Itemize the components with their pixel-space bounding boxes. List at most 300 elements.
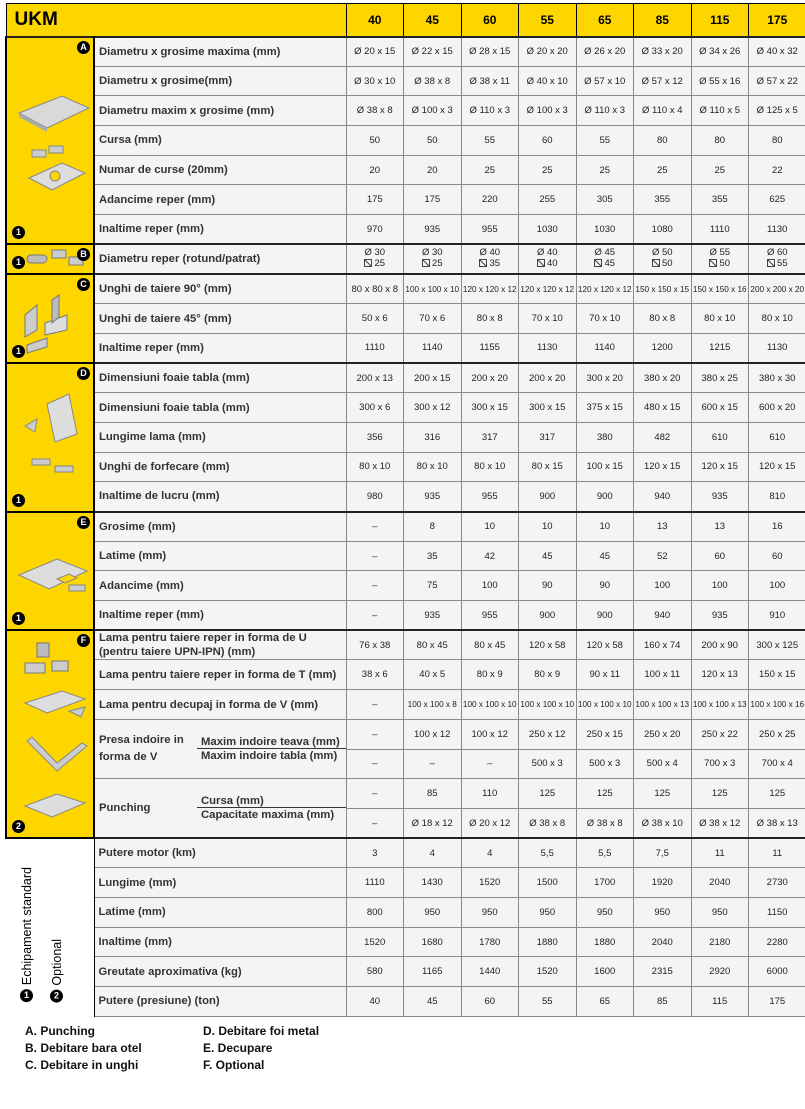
value-cell: 100 x 100 x 16 <box>749 690 805 720</box>
row-label: Diametru maxim x grosime (mm) <box>94 96 346 126</box>
value-cell: 55 <box>519 987 577 1017</box>
value-cell: 16 <box>749 512 805 542</box>
value-cell: 1520 <box>519 957 577 987</box>
value-cell: 700 x 3 <box>691 749 749 779</box>
value-cell: – <box>346 571 404 601</box>
section-b-illustration <box>6 244 94 274</box>
value-cell: 1150 <box>749 897 805 927</box>
number-badge-icon: 2 <box>51 989 64 1002</box>
square-value: 45 <box>604 258 616 270</box>
value-cell: 1780 <box>461 927 519 957</box>
value-cell: 1140 <box>576 333 634 363</box>
value-cell: 900 <box>519 601 577 631</box>
value-cell: 175 <box>749 987 805 1017</box>
round-diameter: Ø 50 <box>651 247 673 259</box>
value-cell: Ø 22 x 15 <box>404 37 462 67</box>
value-cell: 45 <box>404 987 462 1017</box>
value-cell: 1215 <box>691 333 749 363</box>
equipment-standard-text: Echipament standard <box>20 867 34 986</box>
value-cell: 125 <box>749 779 805 809</box>
value-cell: 110 <box>461 779 519 809</box>
value-cell: 100 <box>461 571 519 601</box>
value-cell: 70 x 10 <box>519 304 577 334</box>
table-row <box>6 215 805 245</box>
value-cell: 80 x 8 <box>634 304 692 334</box>
round-diameter: Ø 55 <box>709 247 731 259</box>
square-size <box>692 259 749 270</box>
value-cell: 100 x 100 x 13 <box>634 690 692 720</box>
square-value: 25 <box>374 258 386 270</box>
value-cell: 955 <box>461 601 519 631</box>
table-row <box>6 333 805 363</box>
square-value: 50 <box>661 258 673 270</box>
value-cell: 935 <box>691 482 749 512</box>
row-label: Inaltime reper (mm) <box>94 215 346 245</box>
value-cell: 100 x 100 x 10 <box>404 274 462 304</box>
value-cell: 150 x 15 <box>749 660 805 690</box>
value-cell: Ø 38 x 13 <box>749 808 805 838</box>
equipment-number-badge-icon: 1 <box>12 612 25 625</box>
value-cell: 125 <box>519 779 577 809</box>
model-series-title: UKM <box>6 4 346 37</box>
metal-part-illustration-icon <box>7 38 94 238</box>
table-row <box>6 126 805 156</box>
value-cell: 500 x 4 <box>634 749 692 779</box>
value-cell: 10 <box>519 512 577 542</box>
value-cell: 356 <box>346 422 404 452</box>
value-cell: 255 <box>519 185 577 215</box>
table-row <box>6 185 805 215</box>
value-cell: 300 x 15 <box>519 393 577 423</box>
square-value: 50 <box>719 258 731 270</box>
value-cell <box>404 244 462 274</box>
square-section-icon <box>767 259 775 267</box>
value-cell: 4 <box>461 838 519 868</box>
value-cell: 380 x 30 <box>749 363 805 393</box>
value-cell: 6000 <box>749 957 805 987</box>
value-cell: 5,5 <box>576 838 634 868</box>
value-cell: – <box>346 512 404 542</box>
round-diameter: Ø 40 <box>536 247 558 259</box>
value-cell: 482 <box>634 422 692 452</box>
row-label: Inaltime reper (mm) <box>94 601 346 631</box>
row-label: Diametru reper (rotund/patrat) <box>94 244 346 274</box>
legend-item: B. Debitare bara otel <box>25 1041 142 1055</box>
value-cell: Ø 26 x 20 <box>576 37 634 67</box>
value-cell: – <box>461 749 519 779</box>
equipment-legend-cell <box>6 838 94 1016</box>
value-cell: 500 x 3 <box>576 749 634 779</box>
value-cell: 13 <box>634 512 692 542</box>
value-cell: 120 x 120 x 12 <box>519 274 577 304</box>
value-cell: 125 <box>634 779 692 809</box>
value-cell: Ø 110 x 3 <box>461 96 519 126</box>
value-cell: 1130 <box>519 333 577 363</box>
sub-label: Maxim indoire teava (mm) <box>201 736 340 749</box>
value-cell: 955 <box>461 215 519 245</box>
value-cell: Ø 57 x 10 <box>576 66 634 96</box>
square-size <box>347 259 404 270</box>
value-cell: – <box>346 808 404 838</box>
value-cell: 80 <box>749 126 805 156</box>
square-size <box>462 259 519 270</box>
value-cell: Ø 38 x 8 <box>404 66 462 96</box>
value-cell: 25 <box>519 155 577 185</box>
value-cell: 115 <box>691 987 749 1017</box>
header-row <box>6 4 805 37</box>
value-cell: 60 <box>691 541 749 571</box>
equipment-number-badge-icon: 2 <box>12 820 25 833</box>
value-cell: 38 x 6 <box>346 660 404 690</box>
value-cell: 10 <box>461 512 519 542</box>
value-cell: 100 x 100 x 8 <box>404 690 462 720</box>
value-cell: 955 <box>461 482 519 512</box>
value-cell: Ø 38 x 10 <box>634 808 692 838</box>
value-cell: 940 <box>634 482 692 512</box>
value-cell: 600 x 20 <box>749 393 805 423</box>
row-label: Lama pentru taiere reper in forma de T (mm) <box>94 660 346 690</box>
square-section-icon <box>652 259 660 267</box>
row-label: Greutate aproximativa (kg) <box>94 957 346 987</box>
value-cell: 90 <box>576 571 634 601</box>
value-cell: 300 x 12 <box>404 393 462 423</box>
value-cell: 20 <box>404 155 462 185</box>
value-cell: 80 <box>634 126 692 156</box>
value-cell: 500 x 3 <box>519 749 577 779</box>
row-label: Adancime reper (mm) <box>94 185 346 215</box>
square-section-icon <box>594 259 602 267</box>
value-cell: 300 x 20 <box>576 363 634 393</box>
value-cell: 80 x 80 x 8 <box>346 274 404 304</box>
value-cell <box>461 244 519 274</box>
value-cell: 950 <box>576 897 634 927</box>
value-cell: Ø 100 x 3 <box>404 96 462 126</box>
value-cell: 11 <box>749 838 805 868</box>
table-row <box>6 244 805 274</box>
value-cell: 80 <box>691 126 749 156</box>
value-cell: 55 <box>576 126 634 156</box>
table-row <box>6 957 805 987</box>
table-row <box>6 571 805 601</box>
value-cell: 380 x 20 <box>634 363 692 393</box>
value-cell: 11 <box>691 838 749 868</box>
value-cell: 100 x 100 x 10 <box>576 690 634 720</box>
value-cell: 150 x 150 x 16 <box>691 274 749 304</box>
value-cell: 100 x 100 x 13 <box>691 690 749 720</box>
value-cell: 316 <box>404 422 462 452</box>
spec-table <box>5 3 805 1017</box>
equipment-number-badge-icon: 1 <box>12 226 25 239</box>
value-cell: 55 <box>461 126 519 156</box>
value-cell: 50 <box>404 126 462 156</box>
value-cell <box>749 244 805 274</box>
value-cell: 3 <box>346 838 404 868</box>
value-cell: 120 x 15 <box>749 452 805 482</box>
legend-item: A. Punching <box>25 1024 95 1038</box>
value-cell: 700 x 4 <box>749 749 805 779</box>
row-label: Cursa (mm) <box>94 126 346 156</box>
row-label: Putere motor (km) <box>94 838 346 868</box>
square-section-icon <box>537 259 545 267</box>
value-cell: 45 <box>576 541 634 571</box>
value-cell: 8 <box>404 512 462 542</box>
table-row <box>6 630 805 660</box>
table-row <box>6 897 805 927</box>
value-cell: 42 <box>461 541 519 571</box>
value-cell: 120 x 15 <box>691 452 749 482</box>
value-cell: 1080 <box>634 215 692 245</box>
equipment-number-badge-icon: 1 <box>12 256 25 269</box>
value-cell: Ø 57 x 12 <box>634 66 692 96</box>
value-cell: Ø 33 x 20 <box>634 37 692 67</box>
value-cell: 5,5 <box>519 838 577 868</box>
equipment-number-badge-icon: 1 <box>12 345 25 358</box>
value-cell: 150 x 150 x 15 <box>634 274 692 304</box>
value-cell: Ø 38 x 8 <box>346 96 404 126</box>
square-section-icon <box>364 259 372 267</box>
value-cell: 1520 <box>346 927 404 957</box>
value-cell: Ø 55 x 16 <box>691 66 749 96</box>
value-cell: 60 <box>519 126 577 156</box>
value-cell: 950 <box>519 897 577 927</box>
value-cell <box>346 244 404 274</box>
value-cell: 300 x 15 <box>461 393 519 423</box>
value-cell <box>519 244 577 274</box>
value-cell: 85 <box>404 779 462 809</box>
value-cell: 1130 <box>749 215 805 245</box>
number-badge-icon: 1 <box>21 989 34 1002</box>
value-cell: 305 <box>576 185 634 215</box>
value-cell: – <box>346 719 404 749</box>
value-cell: 380 <box>576 422 634 452</box>
value-cell: 80 x 10 <box>404 452 462 482</box>
table-row <box>6 363 805 393</box>
value-cell: 80 x 10 <box>346 452 404 482</box>
value-cell: 355 <box>691 185 749 215</box>
value-cell: 45 <box>519 541 577 571</box>
value-cell: 22 <box>749 155 805 185</box>
value-cell: 980 <box>346 482 404 512</box>
value-cell: 7,5 <box>634 838 692 868</box>
value-cell: 2920 <box>691 957 749 987</box>
section-f-illustration <box>6 630 94 838</box>
value-cell: 80 x 45 <box>461 630 519 660</box>
row-group-label <box>94 719 346 778</box>
value-cell: 250 x 25 <box>749 719 805 749</box>
row-label: Inaltime de lucru (mm) <box>94 482 346 512</box>
value-cell <box>576 244 634 274</box>
value-cell: 80 x 9 <box>461 660 519 690</box>
value-cell: 200 x 200 x 20 <box>749 274 805 304</box>
row-label: Grosime (mm) <box>94 512 346 542</box>
value-cell: Ø 34 x 26 <box>691 37 749 67</box>
row-group-label <box>94 779 346 838</box>
value-cell: 50 <box>346 126 404 156</box>
value-cell: Ø 28 x 15 <box>461 37 519 67</box>
group-name: Punching <box>99 801 151 814</box>
value-cell: 175 <box>404 185 462 215</box>
round-diameter: Ø 40 <box>479 247 501 259</box>
table-row <box>6 482 805 512</box>
value-cell: 935 <box>404 215 462 245</box>
value-cell: 1200 <box>634 333 692 363</box>
square-value: 55 <box>776 258 788 270</box>
legend-item: E. Decupare <box>203 1041 273 1055</box>
value-cell: 65 <box>576 987 634 1017</box>
value-cell: 375 x 15 <box>576 393 634 423</box>
value-cell: 40 <box>346 987 404 1017</box>
value-cell: Ø 20 x 15 <box>346 37 404 67</box>
value-cell: Ø 18 x 12 <box>404 808 462 838</box>
row-label: Unghi de taiere 90° (mm) <box>94 274 346 304</box>
value-cell: 950 <box>404 897 462 927</box>
value-cell: – <box>346 601 404 631</box>
value-cell: – <box>346 749 404 779</box>
table-row <box>6 868 805 898</box>
table-row <box>6 422 805 452</box>
row-label: Latime (mm) <box>94 897 346 927</box>
value-cell: – <box>346 779 404 809</box>
value-cell: 2315 <box>634 957 692 987</box>
round-diameter: Ø 30 <box>364 247 386 259</box>
sub-label: Capacitate maxima (mm) <box>197 807 346 821</box>
table-row <box>6 452 805 482</box>
model-column-header: 55 <box>519 4 577 37</box>
value-cell: Ø 57 x 22 <box>749 66 805 96</box>
table-row <box>6 393 805 423</box>
value-cell: 910 <box>749 601 805 631</box>
value-cell: 50 x 6 <box>346 304 404 334</box>
value-cell: 120 x 58 <box>576 630 634 660</box>
row-label: Inaltime reper (mm) <box>94 333 346 363</box>
value-cell: Ø 110 x 4 <box>634 96 692 126</box>
value-cell: 120 x 13 <box>691 660 749 690</box>
value-cell <box>634 244 692 274</box>
model-column-header: 45 <box>404 4 462 37</box>
value-cell: 2180 <box>691 927 749 957</box>
model-column-header: 40 <box>346 4 404 37</box>
table-row <box>6 304 805 334</box>
square-section-icon <box>479 259 487 267</box>
table-row <box>6 155 805 185</box>
value-cell: Ø 38 x 8 <box>519 808 577 838</box>
section-d-illustration <box>6 363 94 511</box>
value-cell: 600 x 15 <box>691 393 749 423</box>
value-cell: 300 x 6 <box>346 393 404 423</box>
value-cell: 970 <box>346 215 404 245</box>
value-cell: – <box>346 690 404 720</box>
value-cell: 355 <box>634 185 692 215</box>
value-cell: 1920 <box>634 868 692 898</box>
value-cell: 1130 <box>749 333 805 363</box>
square-size <box>634 259 691 270</box>
value-cell: 160 x 74 <box>634 630 692 660</box>
value-cell: 85 <box>634 987 692 1017</box>
value-cell: 125 <box>691 779 749 809</box>
round-diameter: Ø 60 <box>766 247 788 259</box>
row-label: Unghi de forfecare (mm) <box>94 452 346 482</box>
value-cell: 90 x 11 <box>576 660 634 690</box>
value-cell: 950 <box>461 897 519 927</box>
value-cell: 800 <box>346 897 404 927</box>
row-label: Inaltime (mm) <box>94 927 346 957</box>
row-label: Adancime (mm) <box>94 571 346 601</box>
value-cell: 200 x 20 <box>461 363 519 393</box>
value-cell <box>691 244 749 274</box>
value-cell: 317 <box>461 422 519 452</box>
table-row <box>6 541 805 571</box>
value-cell: 25 <box>461 155 519 185</box>
row-label: Lama pentru decupaj in forma de V (mm) <box>94 690 346 720</box>
value-cell: 250 x 12 <box>519 719 577 749</box>
value-cell: Ø 100 x 3 <box>519 96 577 126</box>
row-label: Lungime lama (mm) <box>94 422 346 452</box>
value-cell: 52 <box>634 541 692 571</box>
value-cell: 1520 <box>461 868 519 898</box>
value-cell: 810 <box>749 482 805 512</box>
model-column-header: 65 <box>576 4 634 37</box>
value-cell: 10 <box>576 512 634 542</box>
value-cell: 2730 <box>749 868 805 898</box>
square-value: 25 <box>431 258 443 270</box>
table-row <box>6 660 805 690</box>
value-cell: 35 <box>404 541 462 571</box>
value-cell: 950 <box>634 897 692 927</box>
value-cell: 300 x 125 <box>749 630 805 660</box>
square-section-icon <box>709 259 717 267</box>
value-cell: 2280 <box>749 927 805 957</box>
value-cell: 100 x 15 <box>576 452 634 482</box>
value-cell: 935 <box>404 601 462 631</box>
section-letter-badge-icon: A <box>77 41 90 54</box>
section-letter-badge-icon: F <box>77 634 90 647</box>
value-cell: – <box>346 541 404 571</box>
row-label: Dimensiuni foaie tabla (mm) <box>94 393 346 423</box>
value-cell: 80 x 45 <box>404 630 462 660</box>
value-cell: 60 <box>749 541 805 571</box>
value-cell: 120 x 120 x 12 <box>576 274 634 304</box>
value-cell: 1700 <box>576 868 634 898</box>
table-row <box>6 37 805 67</box>
value-cell: 935 <box>691 601 749 631</box>
value-cell: 200 x 90 <box>691 630 749 660</box>
value-cell: 70 x 6 <box>404 304 462 334</box>
table-row <box>6 96 805 126</box>
value-cell: Ø 40 x 32 <box>749 37 805 67</box>
value-cell: 1140 <box>404 333 462 363</box>
value-cell: 25 <box>634 155 692 185</box>
square-value: 35 <box>489 258 501 270</box>
value-cell: 1880 <box>519 927 577 957</box>
value-cell: 610 <box>749 422 805 452</box>
value-cell: 100 <box>691 571 749 601</box>
value-cell: 1165 <box>404 957 462 987</box>
value-cell: 317 <box>519 422 577 452</box>
row-label: Diametru x grosime maxima (mm) <box>94 37 346 67</box>
model-column-header: 115 <box>691 4 749 37</box>
value-cell: 100 x 100 x 10 <box>461 690 519 720</box>
section-letter-badge-icon: C <box>77 278 90 291</box>
value-cell: 175 <box>346 185 404 215</box>
value-cell: Ø 30 x 10 <box>346 66 404 96</box>
equipment-number-badge-icon: 1 <box>12 494 25 507</box>
value-cell: 2040 <box>634 927 692 957</box>
row-label: Putere (presiune) (ton) <box>94 987 346 1017</box>
value-cell: 80 x 9 <box>519 660 577 690</box>
value-cell: 1155 <box>461 333 519 363</box>
value-cell: Ø 125 x 5 <box>749 96 805 126</box>
value-cell: 1440 <box>461 957 519 987</box>
